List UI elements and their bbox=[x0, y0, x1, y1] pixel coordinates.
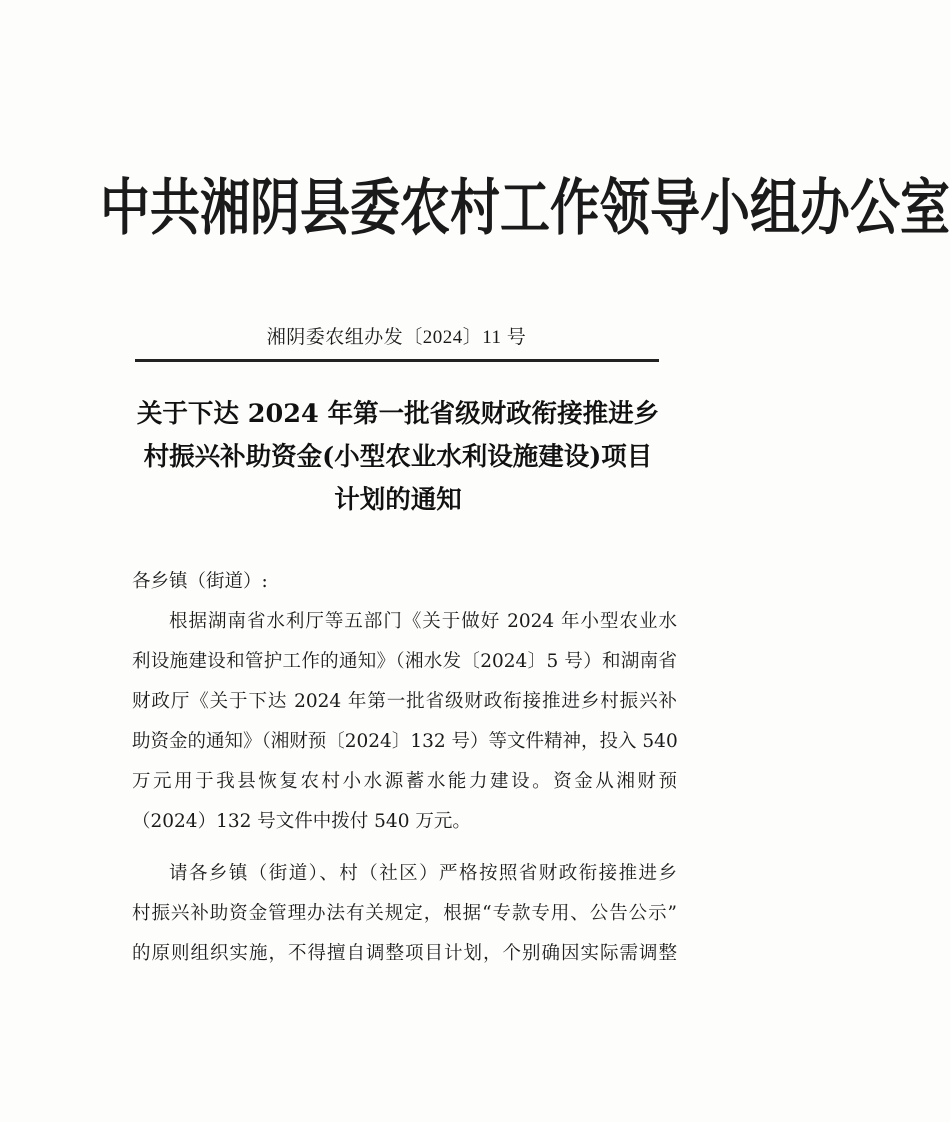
organization-header-char: 作 bbox=[550, 171, 600, 244]
organization-header-char: 室 bbox=[900, 171, 950, 244]
document-title bbox=[118, 393, 678, 522]
organization-header-char: 小 bbox=[700, 171, 750, 244]
organization-header-char: 公 bbox=[850, 171, 900, 244]
title-line: 村振兴补助资金(小型农业水利设施建设)项目 bbox=[143, 442, 653, 472]
document-number: 湘阴委农组办发〔2024〕11 号 bbox=[266, 327, 527, 348]
organization-header-char: 工 bbox=[500, 171, 550, 244]
title-line: 计划的通知 bbox=[334, 485, 462, 515]
salutation: 各乡镇（街道）: bbox=[132, 571, 268, 592]
title-line: 关于下达 2024 年第一批省级财政衔接推进乡 bbox=[136, 399, 660, 429]
paragraph-2-line: 的原则组织实施，不得擅自调整项目计划，个别确因实际需调整 bbox=[132, 943, 677, 964]
paragraph-1-line: 利设施建设和管护工作的通知》（湘水发〔2024〕5 号）和湖南省 bbox=[132, 651, 677, 672]
organization-header-char: 村 bbox=[450, 171, 500, 244]
organization-header-char: 导 bbox=[650, 171, 700, 244]
document-body bbox=[132, 562, 677, 974]
paragraph-2-line: 村振兴补助资金管理办法有关规定，根据“专款专用、公告公示” bbox=[132, 903, 677, 924]
paragraph-1-line: 助资金的通知》（湘财预〔2024〕132 号）等文件精神，投入 540 bbox=[132, 731, 678, 752]
organization-header-char: 共 bbox=[150, 171, 200, 244]
header-divider bbox=[135, 359, 659, 362]
organization-header-char: 湘 bbox=[200, 171, 250, 244]
paragraph-1-line: 万元用于我县恢复农村小水源蓄水能力建设。资金从湘财预 bbox=[132, 771, 677, 792]
organization-header-char: 组 bbox=[750, 171, 800, 244]
organization-header-char: 中 bbox=[100, 171, 150, 244]
paragraph-2-line: 请各乡镇（街道）、村（社区）严格按照省财政衔接推进乡 bbox=[169, 863, 677, 884]
organization-header-char: 阴 bbox=[250, 171, 300, 244]
organization-header-char: 县 bbox=[300, 171, 350, 244]
organization-header-char: 委 bbox=[350, 171, 400, 244]
paragraph-1-line: 财政厅《关于下达 2024 年第一批省级财政衔接推进乡村振兴补 bbox=[132, 691, 677, 712]
organization-header-char: 领 bbox=[600, 171, 650, 244]
organization-header-char: 农 bbox=[400, 171, 450, 244]
organization-header bbox=[100, 168, 950, 248]
organization-header-char: 办 bbox=[800, 171, 850, 244]
paragraph-1-line: 根据湖南省水利厅等五部门《关于做好 2024 年小型农业水 bbox=[169, 611, 677, 632]
paragraph-1-line: （2024）132 号文件中拨付 540 万元。 bbox=[132, 811, 471, 832]
